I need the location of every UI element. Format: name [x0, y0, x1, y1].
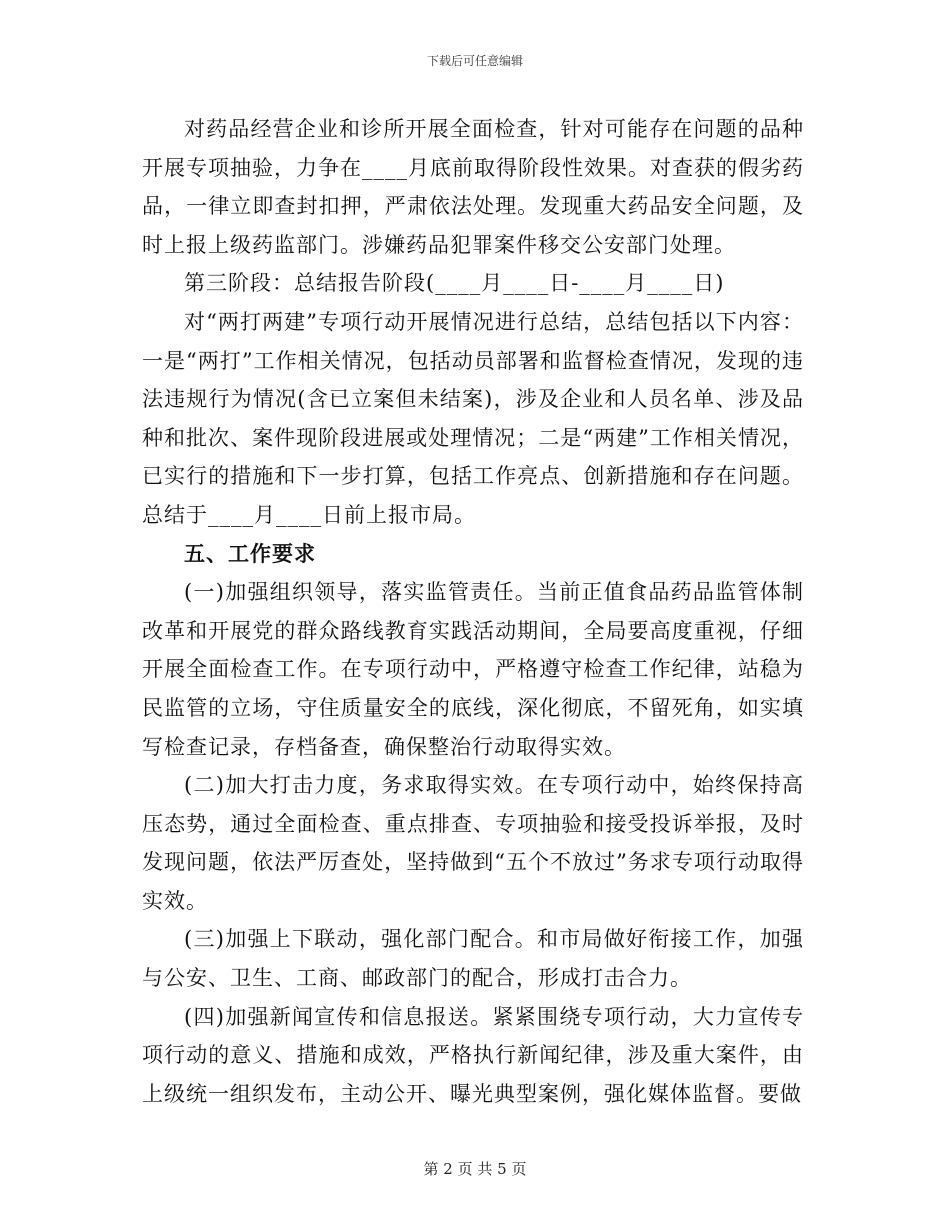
- paragraph-phase-three-title: 第三阶段：总结报告阶段(____月____日-____月____日): [184, 271, 725, 296]
- page-header: 下载后可任意编辑: [426, 54, 523, 68]
- paragraph-requirement-1: (一)加强组织领导，落实监管责任。当前正值食品药品监管体制改革和开展党的群众路线教育实践活动期间，全局要高度重视，仔细开展全面检查工作。在专项行动中，严格遵守检查工作纪律，站稳为民监管的立场，守住质量安全的底线，深化彻底，不留死角，如实填写检查记录，存档备查，确保整治行动取得实效。: [142, 580, 804, 759]
- paragraph-inspection: 对药品经营企业和诊所开展全面检查，针对可能存在问题的品种开展专项抽验，力争在____月底前取得阶段性效果。对查获的假劣药品，一律立即查封扣押，严肃依法处理。发现重大药品安全问题，及时上报上级药监部门。涉嫌药品犯罪案件移交公安部门处理。: [142, 117, 804, 257]
- section-heading-work-requirements: 五、工作要求: [184, 540, 316, 566]
- document-body: [142, 110, 804, 1113]
- paragraph-requirement-4: (四)加强新闻宣传和信息报送。紧紧围绕专项行动，大力宣传专项行动的意义、措施和成效，严格执行新闻纪律，涉及重大案件，由上级统一组织发布，主动公开、曝光典型案例，强化媒体监督。要做: [142, 1004, 804, 1106]
- paragraph-requirement-2: (二)加大打击力度，务求取得实效。在专项行动中，始终保持高压态势，通过全面检查、重点排查、专项抽验和接受投诉举报，及时发现问题，依法严厉查处，坚持做到“五个不放过”务求专项行动取得实效。: [142, 773, 804, 913]
- paragraph-requirement-3: (三)加强上下联动，强化部门配合。和市局做好衔接工作，加强与公安、卫生、工商、邮政部门的配合，形成打击合力。: [142, 927, 804, 991]
- page-footer: 第 2 页 共 5 页: [423, 1160, 527, 1178]
- paragraph-summary: 对“两打两建”专项行动开展情况进行总结，总结包括以下内容：一是“两打”工作相关情况，包括动员部署和监督检查情况，发现的违法违规行为情况(含已立案但未结案)，涉及企业和人员名单、涉及品种和批次、案件现阶段进展或处理情况；二是“两建”工作相关情况，已实行的措施和下一步打算，包括工作亮点、创新措施和存在问题。总结于____月____日前上报市局。: [142, 309, 804, 527]
